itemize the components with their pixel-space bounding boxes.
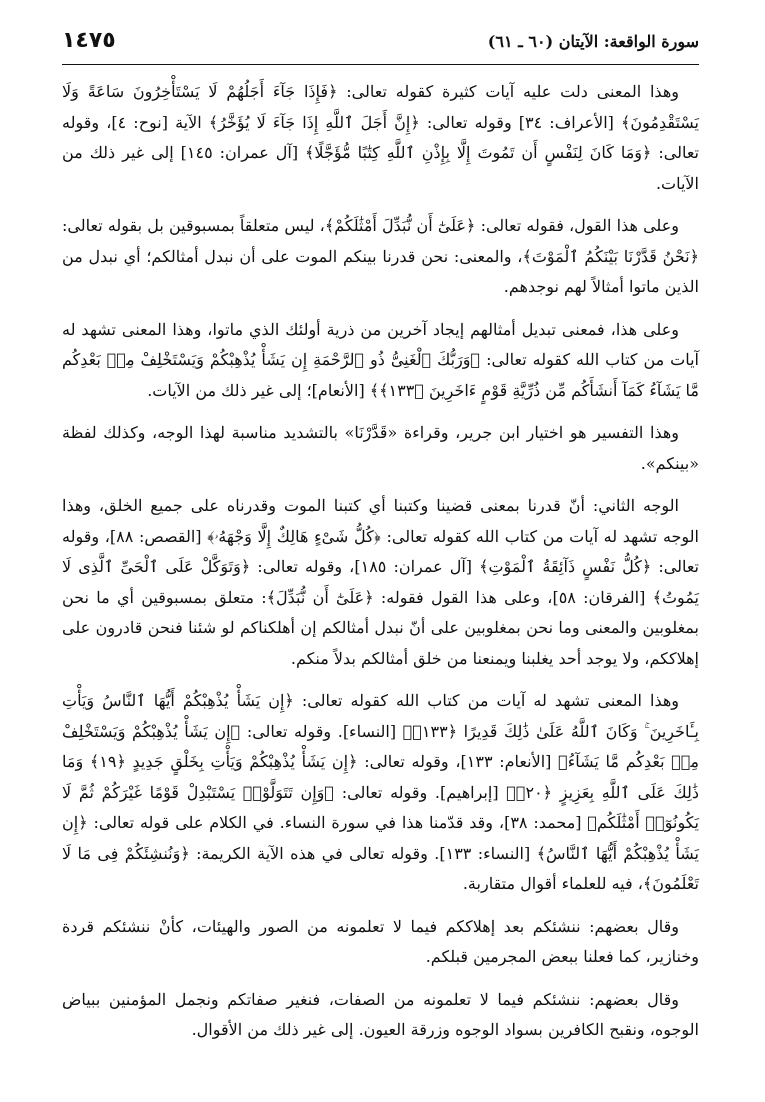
paragraph: وهذا التفسير هو اختيار ابن جرير، وقراءة «قَدَّرْنَا» بالتشديد مناسبة لهذا الوجه، وكذلك لفظة «بينكم». <box>62 423 699 473</box>
page-number: ١٤٧٥ <box>62 28 116 53</box>
running-title: سورة الواقعة: الآيتان (٦٠ ـ ٦١) <box>487 32 699 51</box>
paragraph: وعلى هذا، فمعنى تبديل أمثالهم إيجاد آخرين من ذرية أولئك الذي ماتوا، وهذا المعنى تشهد له آيات من كتاب الله كقوله تعالى: ﴿وَرَبُّكَ ٱلْغَنِىُّ ذُو ٱلرَّحْمَةِ إِن يَشَأْ يُذْهِبْكُمْ وَيَسْتَخْلِفْ مِنۢ بَعْدِكُم مَّا يَشَآءُ كَمَآ أَنشَأَكُم مِّن ذُرِّيَّةِ قَوْمٍ ءَاخَرِينَ ﴿١٣٣﴾﴾ [الأنعام]؛ إلى غير ذلك من الآيات. <box>62 319 699 400</box>
paragraph: الوجه الثاني: أنّ قدرنا بمعنى قضينا وكتبنا أي كتبنا الموت وقدرناه على جميع الخلق، وهذا الوجه تشهد له آيات من كتاب الله كقوله تعالى: ﴿كُلُّ شَىْءٍ هَالِكٌ إِلَّا وَجْهَهُۥ﴾ [القصص: ٨٨]، وقوله تعالى: ﴿كُلُّ نَفْسٍ ذَآئِقَةُ ٱلْمَوْتِ﴾ [آل عمران: ١٨٥]، وقوله تعالى: ﴿وَتَوَكَّلْ عَلَى ٱلْحَىِّ ٱلَّذِى لَا يَمُوتُ﴾ [الفرقان: ٥٨]، وعلى هذا القول فقوله: ﴿عَلَىٰٓ أَن نُّبَدِّلَ﴾: متعلق بمسبوقين أي ما نحن بمغلوبين والمعنى وما نحن بمغلوبين على أنّ نبدل أمثالكم إن أهلكناكم لو شئنا فنحن قادرون على إهلاككم، ولا يوجد أحد يغلبنا ويمنعنا من خلق أمثالكم بدلاً منكم. <box>62 496 699 668</box>
paragraph: وهذا المعنى تشهد له آيات من كتاب الله كقوله تعالى: ﴿إِن يَشَأْ يُذْهِبْكُمْ أَيُّهَا ٱلنَّاسُ وَيَأْتِ بِـَٔاخَرِينَ ۚ وَكَانَ ٱللَّهُ عَلَىٰ ذَٰلِكَ قَدِيرًا ﴿١٣٣﴾﴾ [النساء]. وقوله تعالى: ﴿إِن يَشَأْ يُذْهِبْكُمْ وَيَسْتَخْلِفْ مِنۢ بَعْدِكُم مَّا يَشَآءُ﴾ [الأنعام: ١٣٣]، وقوله تعالى: ﴿إِن يَشَأْ يُذْهِبْكُمْ وَيَأْتِ بِخَلْقٍ جَدِيدٍ ﴿١٩﴾ وَمَا ذَٰلِكَ عَلَى ٱللَّهِ بِعَزِيزٍ ﴿٢٠﴾﴾ [إبراهيم]. وقوله تعالى: ﴿وَإِن تَتَوَلَّوْا۟ يَسْتَبْدِلْ قَوْمًا غَيْرَكُمْ ثُمَّ لَا يَكُونُوٓا۟ أَمْثَٰلَكُم﴾ [محمد: ٣٨]، وقد قدّمنا هذا في سورة النساء. في الكلام على قوله تعالى: ﴿إِن يَشَأْ يُذْهِبْكُمْ أَيُّهَا ٱلنَّاسُ﴾ [النساء: ١٣٣]. وقوله تعالى في هذه الآية الكريمة: ﴿وَنُنشِئَكُمْ فِى مَا لَا تَعْلَمُونَ﴾، فيه للعلماء أقوال متقاربة. <box>62 691 700 893</box>
paragraph: وعلى هذا القول، فقوله تعالى: ﴿عَلَىٰٓ أَن نُّبَدِّلَ أَمْثَٰلَكُمْ﴾، ليس متعلقاً بمسبوقين بل بقوله تعالى: ﴿نَحْنُ قَدَّرْنَا بَيْنَكُمُ ٱلْمَوْتَ﴾، والمعنى: نحن قدرنا بينكم الموت على أن نبدل أمثالكم؛ أي نبدل من الذين ماتوا أمثالاً لهم نوجدهم. <box>62 216 699 296</box>
paragraph: وقال بعضهم: ننشئكم فيما لا تعلمونه من الصفات، فنغير صفاتكم ونجمل المؤمنين ببياض الوجوه، ونقبح الكافرين بسواد الوجوه وزرقة العيون. إلى غير ذلك من الأقوال. <box>62 989 699 1039</box>
paragraph: وهذا المعنى دلت عليه آيات كثيرة كقوله تعالى: ﴿فَإِذَا جَآءَ أَجَلُهُمْ لَا يَسْتَأْخِرُونَ سَاعَةً وَلَا يَسْتَقْدِمُونَ﴾ [الأعراف: ٣٤] وقوله تعالى: ﴿إِنَّ أَجَلَ ٱللَّهِ إِذَا جَآءَ لَا يُؤَخَّرُ﴾ الآية [نوح: ٤]، وقوله تعالى: ﴿وَمَا كَانَ لِنَفْسٍ أَن تَمُوتَ إِلَّا بِإِذْنِ ٱللَّهِ كِتَٰبًا مُّؤَجَّلًا﴾ [آل عمران: ١٤٥] إلى غير ذلك من الآيات. <box>62 82 700 193</box>
paragraph: وقال بعضهم: ننشئكم بعد إهلاككم فيما لا تعلمونه من الصور والهيئات، كأنْ ننشئكم قردة وخنازير، كما فعلنا ببعض المجرمين قبلكم. <box>62 916 699 966</box>
page-header <box>62 30 699 65</box>
page-body <box>62 77 699 1046</box>
